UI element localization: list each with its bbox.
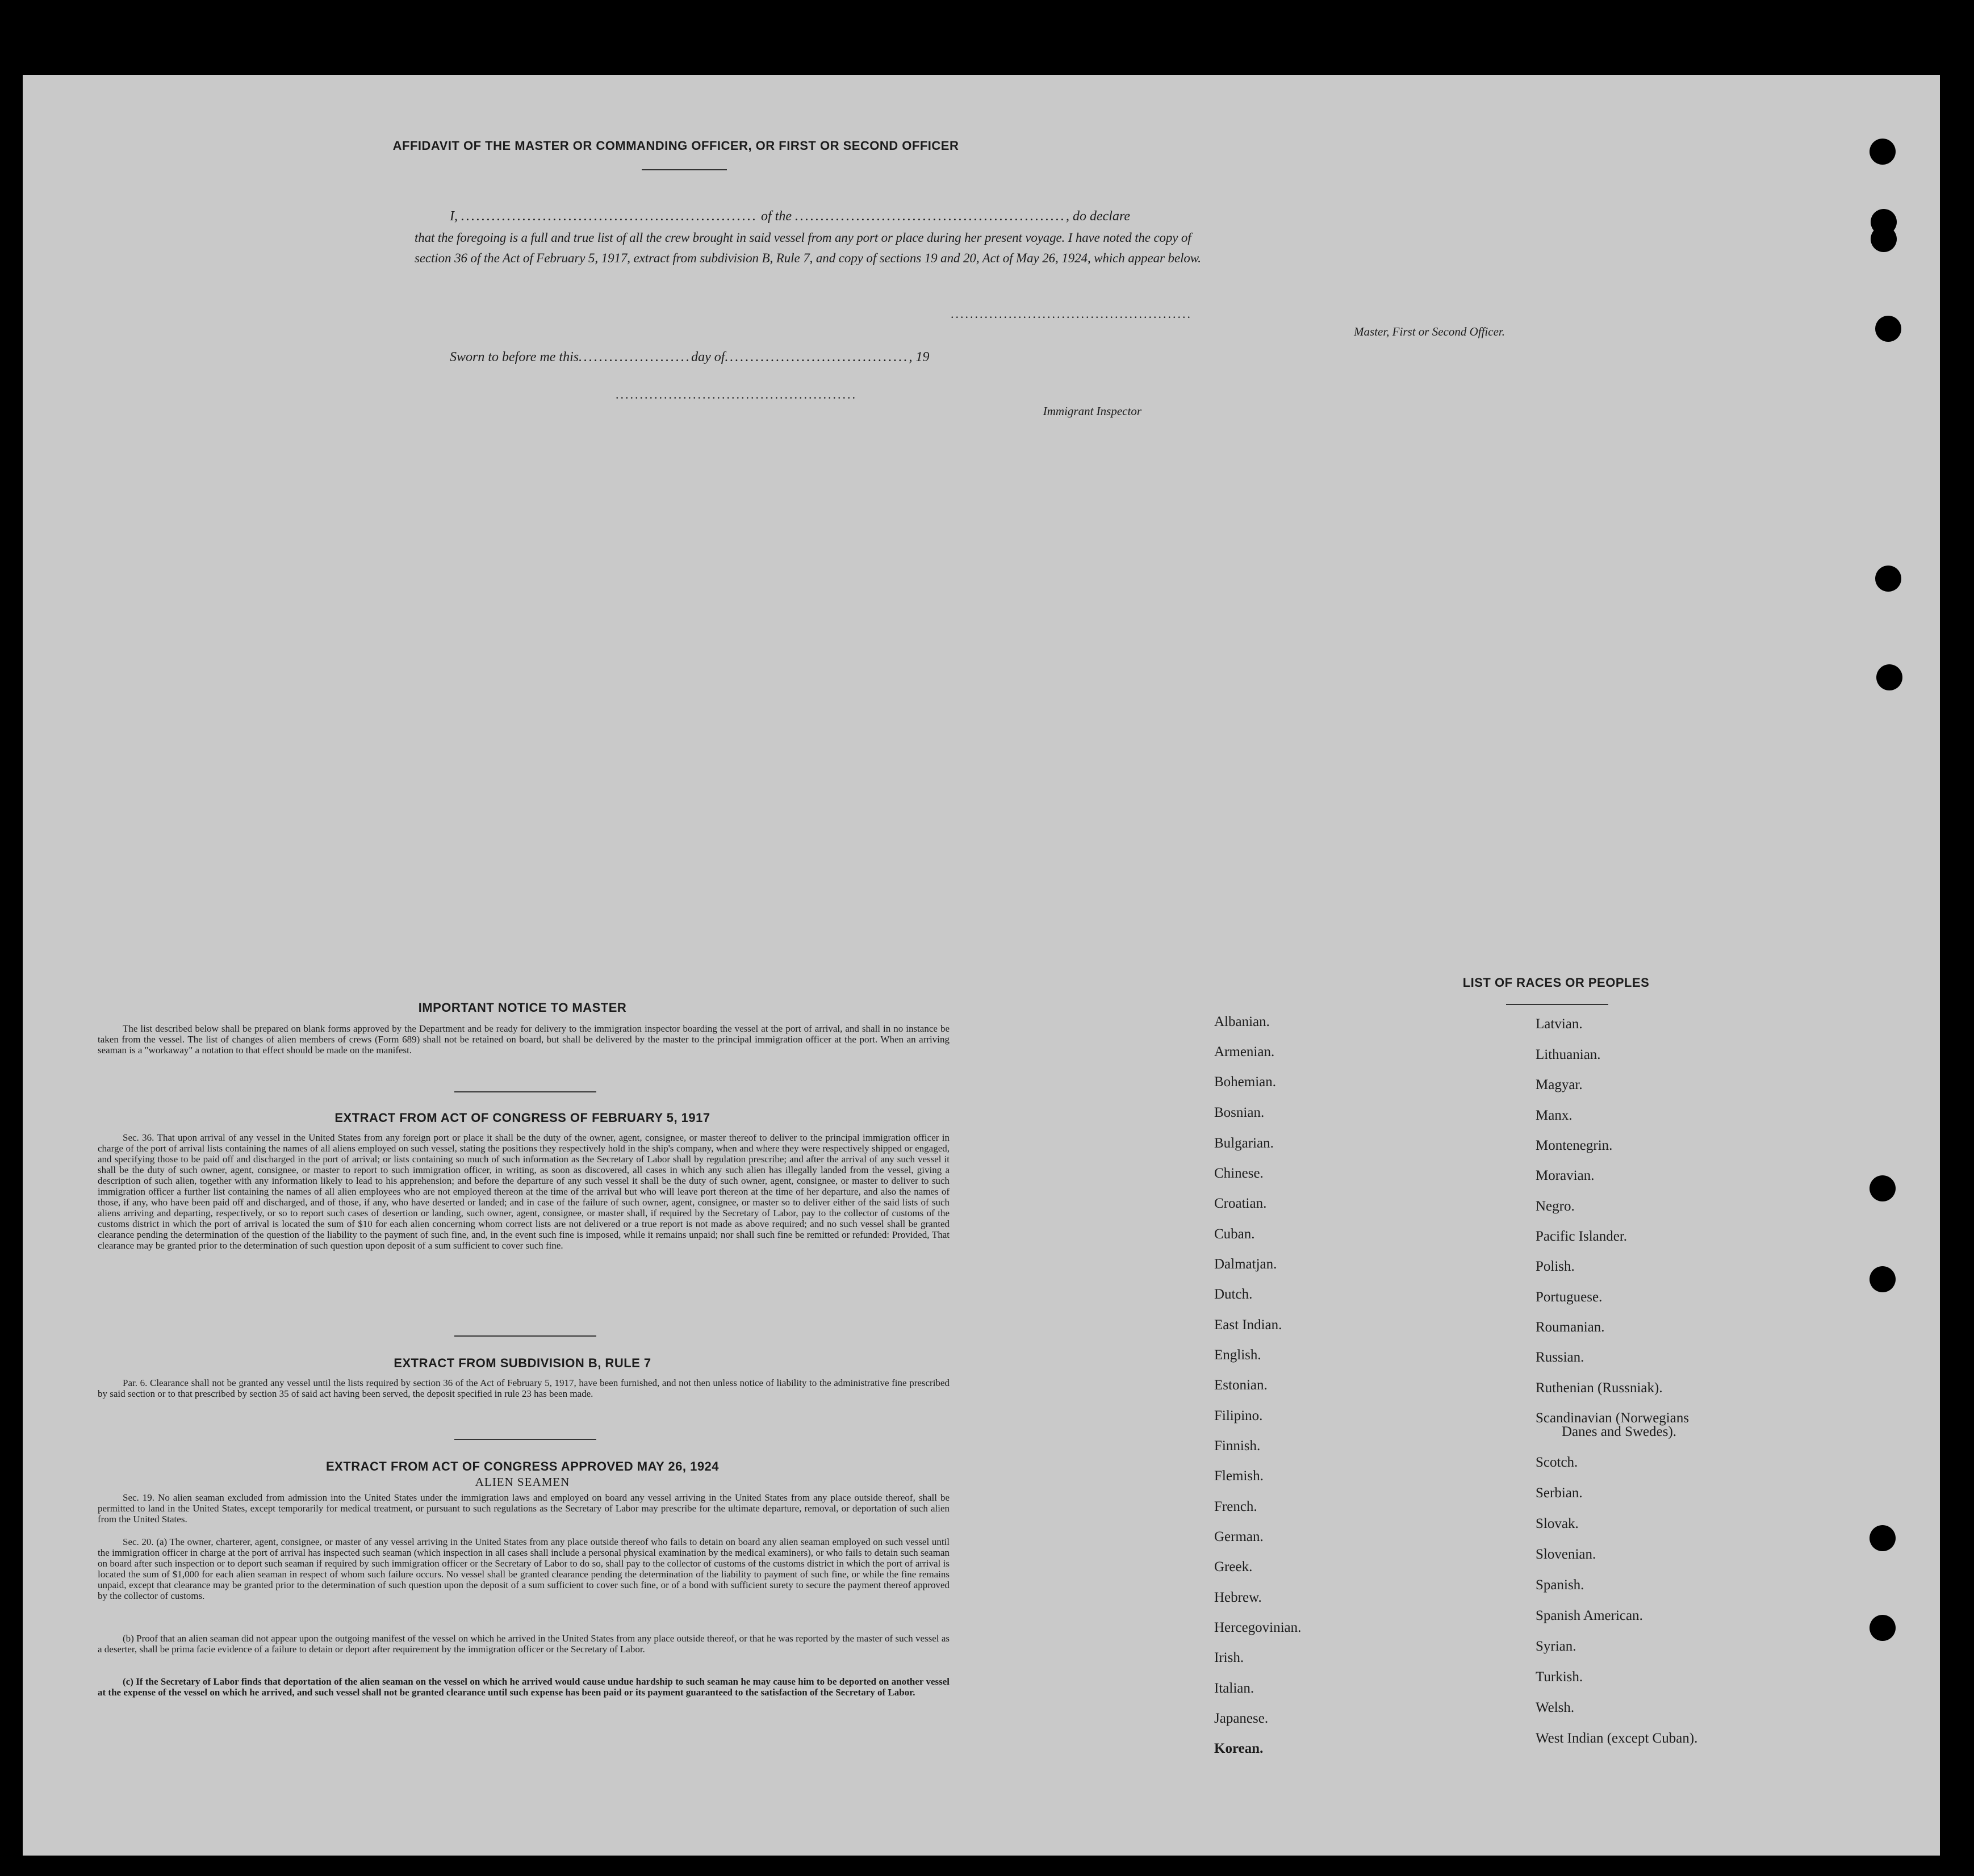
races-title: LIST OF RACES OR PEOPLES (1462, 975, 1650, 990)
race-item: Magyar. (1536, 1077, 1583, 1092)
race-item: Russian. (1536, 1350, 1584, 1365)
sworn-text: Sworn to before me this (450, 350, 579, 365)
race-item: Finnish. (1214, 1438, 1261, 1454)
race-item: Latvian. (1536, 1016, 1583, 1032)
race-item: Slovak. (1536, 1516, 1579, 1531)
race-item: Syrian. (1536, 1639, 1576, 1654)
race-item: Pacific Islander. (1536, 1229, 1628, 1244)
divider (454, 1439, 596, 1440)
officer-name-blank[interactable]: .......................................................... (461, 209, 758, 224)
affidavit-i: I, (450, 209, 458, 224)
race-item: Italian. (1214, 1681, 1254, 1696)
race-item: Portuguese. (1536, 1289, 1603, 1305)
sworn-year: , 19 (909, 350, 930, 365)
punch-hole (1870, 1266, 1896, 1292)
punch-hole (1870, 1175, 1896, 1201)
punch-hole (1870, 1615, 1896, 1641)
punch-hole (1871, 226, 1897, 252)
race-item: Turkish. (1536, 1669, 1583, 1685)
race-item: Greek. (1214, 1559, 1253, 1575)
race-item: English. (1214, 1347, 1261, 1363)
affidavit-line-2: that the foregoing is a full and true list of all the crew brought in said vessel from any port or place during her present voyage. I have noted the copy of (415, 231, 1191, 245)
act-1917-title: EXTRACT FROM ACT OF CONGRESS OF FEBRUARY 5, 1917 (334, 1111, 710, 1125)
race-item: Scotch. (1536, 1455, 1578, 1470)
race-item: Cuban. (1214, 1226, 1255, 1242)
punch-hole (1875, 566, 1901, 592)
act-1924-sec-20a: Sec. 20. (a) The owner, charterer, agent, consignee, or master of any vessel arriving in the United States from any place outside thereof who fails to detain on board any alien seaman employed on such vessel until the immigration officer in charge at the port of arrival has inspected such seaman (which inspection in all cases shall include a personal physical examination by the medical examiners), or who fails to detain such seaman on board after such inspection or to deport such seaman if required by such immigration officer or the Secretary of Labor to do so, shall pay to the collector of customs of the customs district in which the port of arrival is located the sum of $1,000 for each alien seaman in respect of whom such failure occurs. No vessel shall be granted clearance pending the determination of the liability to payment of such fine, or while the fine remains unpaid, except that clearance may be granted prior to the determination of such question upon the deposit of a sum sufficient to cover such fine, or of a bond with sufficient surety to secure the payment thereof approved by the collector of customs. (98, 1536, 950, 1601)
race-item: Bosnian. (1214, 1105, 1265, 1120)
race-item: Moravian. (1536, 1168, 1595, 1183)
act-1924-title: EXTRACT FROM ACT OF CONGRESS APPROVED MAY 26, 1924 (325, 1459, 720, 1473)
race-item: Scandinavian (Norwegians (1536, 1410, 1689, 1426)
race-item: Filipino. (1214, 1408, 1263, 1423)
race-item: Chinese. (1214, 1166, 1264, 1181)
divider (642, 169, 727, 170)
sworn-day-of: day of (691, 350, 725, 365)
race-item: Estonian. (1214, 1377, 1268, 1393)
race-item: Bulgarian. (1214, 1136, 1274, 1151)
divider (1506, 1004, 1608, 1005)
divider (454, 1091, 596, 1092)
divider (454, 1335, 596, 1337)
race-item: Welsh. (1536, 1700, 1575, 1715)
form-sheet (23, 75, 1940, 1856)
race-item: Croatian. (1214, 1196, 1267, 1211)
sworn-month-blank[interactable]: .................................... (725, 350, 909, 365)
master-signature-label: Master, First or Second Officer. (1354, 325, 1505, 338)
race-item: Montenegrin. (1536, 1138, 1613, 1153)
race-item: Bohemian. (1214, 1074, 1277, 1090)
race-item: Manx. (1536, 1108, 1572, 1123)
race-item: Slovenian. (1536, 1547, 1596, 1562)
race-item: Spanish. (1536, 1577, 1584, 1593)
race-item: Negro. (1536, 1199, 1575, 1214)
race-item: West Indian (except Cuban). (1536, 1731, 1698, 1746)
sworn-line (450, 350, 929, 365)
rule-7-body: Par. 6. Clearance shall not be granted any vessel until the lists required by section 36 of the Act of February 5, 1917, have been furnished, and not then unless notice of liability to the administrative fine prescribed by said section or to that prescribed by section 35 of said act having been served, the deposit specified in rule 23 has been made. (98, 1377, 950, 1399)
race-item: Flemish. (1214, 1468, 1264, 1484)
punch-hole (1870, 1525, 1896, 1551)
race-item: Lithuanian. (1536, 1047, 1601, 1062)
punch-hole (1870, 139, 1896, 165)
race-item: Korean. (1214, 1741, 1264, 1756)
race-item: Irish. (1214, 1650, 1244, 1665)
race-item: German. (1214, 1529, 1264, 1544)
notice-title: IMPORTANT NOTICE TO MASTER (418, 1000, 627, 1015)
act-1924-sec-20c: (c) If the Secretary of Labor finds that deportation of the alien seaman on the vessel on which he arrived would cause undue hardship to such seaman he may cause him to be deported on another vessel at the expense of the vessel on which he arrived, and such vessel shall not be granted clearance until such expense has been paid or its payment guaranteed to the satisfaction of the Secretary of Labor. (98, 1676, 950, 1698)
race-item: Roumanian. (1536, 1320, 1605, 1335)
act-1924-subtitle: ALIEN SEAMEN (475, 1475, 570, 1489)
race-item: French. (1214, 1499, 1257, 1514)
punch-hole (1875, 316, 1901, 342)
race-item: Serbian. (1536, 1485, 1583, 1501)
act-1924-sec-20b: (b) Proof that an alien seaman did not appear upon the outgoing manifest of the vessel on which he arrived in the United States from any place outside thereof, or that he was reported by the master of such vessel as a deserter, shall be prima facie evidence of a failure to detain or deport after requirement by the immigration officer or the Secretary of Labor. (98, 1633, 950, 1655)
affidavit-declare: , do declare (1066, 209, 1131, 224)
race-item: Polish. (1536, 1259, 1575, 1274)
race-item: Spanish American. (1536, 1608, 1643, 1623)
notice-body: The list described below shall be prepared on blank forms approved by the Department and be ready for delivery to the immigration inspector boarding the vessel at the port of arrival, and shall in no instance be taken from the vessel. The list of changes of alien members of crews (Form 689) shall not be retained on board, but shall be delivered by the master to the principal immigration officer at the port. When an arriving seaman is a "workaway" a notation to that effect should be made on the manifest. (98, 1023, 950, 1056)
affidavit-title: AFFIDAVIT OF THE MASTER OR COMMANDING OFFICER, OR FIRST OR SECOND OFFICER (392, 139, 959, 153)
race-item: Ruthenian (Russniak). (1536, 1380, 1663, 1396)
act-1924-sec-19: Sec. 19. No alien seaman excluded from admission into the United States under the immigration laws and employed on board any vessel arriving in the United States from any place outside thereof, shall be permitted to land in the United States, except temporarily for medical treatment, or pursuant to such regulations as the Secretary of Labor may prescribe for the ultimate departure, removal, or deportation of such alien from the United States. (98, 1492, 950, 1525)
race-item: Hebrew. (1214, 1590, 1262, 1605)
act-1917-body: Sec. 36. That upon arrival of any vessel in the United States from any foreign port or place it shall be the duty of the owner, agent, consignee, or master thereof to deliver to the principal immigration officer in charge of the port of arrival lists containing the names of all aliens employed on such vessel, stating the positions they respectively hold in the ship's company, when and where they were respectively shipped or engaged, and specifying those to be paid off and discharged in the port of arrival; or lists containing so much of such information as the Secretary of Labor shall by regulation prescribe; and after the arrival of any such vessel it shall be the duty of such owner, agent, consignee, or master to report to such immigration officer, in writing, as soon as discovered, all cases in which any such alien has illegally landed from the vessel, giving a description of such alien, together with any information likely to lead to his apprehension; and before the departure of any such vessel it shall be the duty of such owner, agent, consignee, or master to deliver to such immigration officer a further list containing the names of all alien employees who are not employed thereon at the time of the arrival but who will leave port thereon at the time of her departure, and also the names of those, if any, who have been paid off and discharged, and of those, if any, who have deserted or landed; and in case of the failure of such owner, agent, consignee, or master so to deliver either of the said lists of such aliens arriving and departing, respectively, or so to report such cases of desertion or landing, such owner, agent, consignee, or master shall, if required by the Secretary of Labor, pay to the collector of customs of the customs district in which the port of arrival is located the sum of $10 for each alien concerning whom correct lists are not delivered or a true report is not made as above required; and no such vessel shall be granted clearance pending the determination of the question of the liability to the payment of such fine, and, in the event such fine is imposed, while it remains unpaid; nor shall such fine be remitted or refunded: Provided, That clearance may be granted prior to the determination of such question upon deposit of a sum sufficient to cover such fine. (98, 1132, 950, 1251)
race-item: Hercegovinian. (1214, 1620, 1302, 1635)
punch-hole (1876, 664, 1902, 690)
race-item: Albanian. (1214, 1014, 1270, 1029)
affidavit-declaration-line (450, 209, 1506, 224)
affidavit-of-the: of the (761, 209, 792, 224)
race-item-continuation: Danes and Swedes). (1562, 1424, 1677, 1439)
sworn-day-blank[interactable]: ...................... (579, 350, 692, 365)
rule-7-title: EXTRACT FROM SUBDIVISION B, RULE 7 (394, 1356, 651, 1370)
inspector-label: Immigrant Inspector (1043, 404, 1141, 418)
race-item: Armenian. (1214, 1044, 1275, 1060)
inspector-signature-blank[interactable]: .................................................. (616, 387, 857, 401)
affidavit-line-3: section 36 of the Act of February 5, 1917, extract from subdivision B, Rule 7, and copy of sections 19 and 20, Act of May 26, 1924, which appear below. (415, 251, 1201, 265)
race-item: Japanese. (1214, 1711, 1269, 1726)
race-item: East Indian. (1214, 1317, 1282, 1333)
race-item: Dutch. (1214, 1287, 1253, 1302)
race-item: Dalmatjan. (1214, 1257, 1277, 1272)
vessel-name-blank[interactable]: ..................................................... (795, 209, 1066, 224)
master-signature-blank[interactable]: .................................................. (951, 307, 1192, 321)
